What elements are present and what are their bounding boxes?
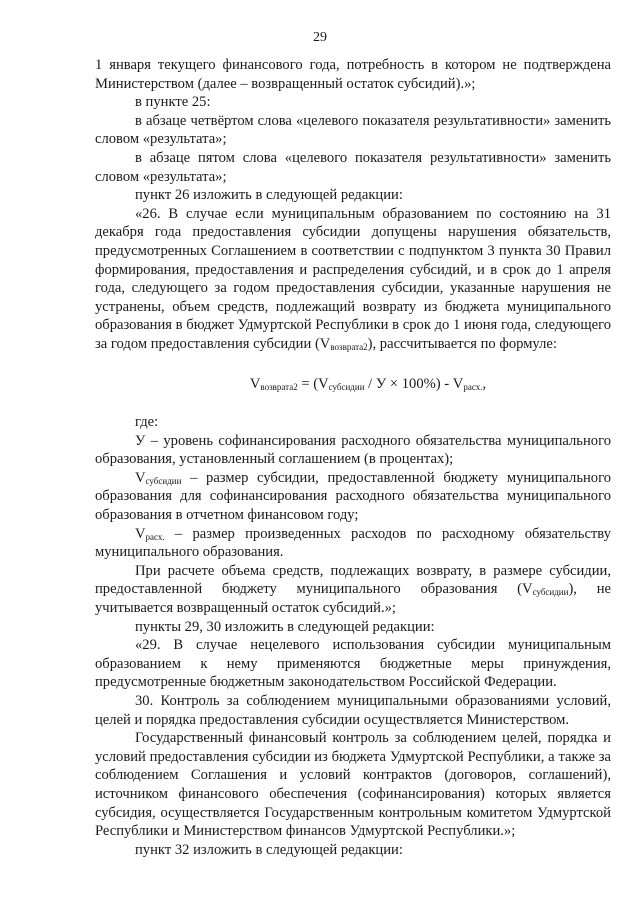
paragraph: в абзаце пятом слова «целевого показателя результативности» заменить словом «результата»; [95, 149, 611, 185]
paragraph: пункты 29, 30 изложить в следующей редакции: [135, 618, 435, 635]
paragraph: пункт 32 изложить в следующей редакции: [135, 841, 403, 858]
page-number: 29 [313, 30, 327, 45]
paragraph: 1 января текущего финансового года, потребность в котором не подтверждена Министерством (далее – возвращенный остаток субсидий).»; [95, 57, 611, 92]
paragraph: в абзаце четвёртом слова «целевого показателя результативности» заменить словом «результата»; [95, 112, 611, 148]
definition-vrash: $V_{расх.}$ – размер произведенных расходов по расходному обязательству муниципального образования. [95, 525, 611, 561]
paragraph: в пункте 25: [135, 94, 211, 111]
text-run: ), рассчитывается по формуле: [367, 335, 557, 352]
paragraph: пункт 26 изложить в следующей редакции: [135, 187, 403, 204]
paragraph: При расчете объема средств, подлежащих возврату, в размере субсидии, предоставленной бюджету муниципального образования $(V_{субсидии})$, не учитывается возвращенный остаток субсидий.»; [95, 562, 611, 617]
document-body [95, 56, 611, 859]
formula: $V_{возврата2} = (V_{субсидии} / У \times 100\%) - V_{расх.}$, [249, 375, 487, 392]
subscript: возврата2 [330, 341, 368, 352]
paragraph: «29. В случае нецелевого использования субсидии муниципальным образованием к нему применяются бюджетные меры принуждения, предусмотренные бюджетным законодательством Российской Федерации. [95, 637, 611, 691]
definition-vsub: $V_{субсидии}$ – размер субсидии, предоставленной бюджету муниципального образования для софинансирования расходного обязательства муниципального образования в отчетном финансовом году; [95, 469, 611, 524]
text-run: «26. В случае если муниципальным образованием по состоянию на 31 декабря года предоставления субсидии допущены нарушения обязательств, предусмотренных Соглашением в соответствии с подпунктом 3 пункта 30 Правил формирования, предоставления и распределения субсидий, и в срок до 1 апреля года, следующего за годом предоставления субсидии, указанные нарушения не устранены, объем средств, подлежащий возврату из бюджета муниципального образования в бюджет Удмуртской Республики в срок до 1 июня года, следующего за годом предоставления субсидии (V [95, 205, 611, 352]
definition-u: У – уровень софинансирования расходного обязательства муниципального образования, установленный соглашением (в процентах); [95, 432, 611, 468]
paragraph: Государственный финансовый контроль за соблюдением целей, порядка и условий предоставления субсидии из бюджета Удмуртской Республики, а также за соблюдением Соглашения и условий контрактов (договоров, соглашений), источником финансового обеспечения (софинансирования) которых является субсидия, осуществляется Государственным контрольным комитетом Удмуртской Республики и Министерством финансов Удмуртской Республики.»; [95, 730, 611, 840]
paragraph [95, 205, 611, 354]
paragraph: где: [135, 414, 159, 431]
paragraph: 30. Контроль за соблюдением муниципальными образованиями условий, целей и порядка предоставления субсидии осуществляется Министерством. [95, 693, 611, 728]
